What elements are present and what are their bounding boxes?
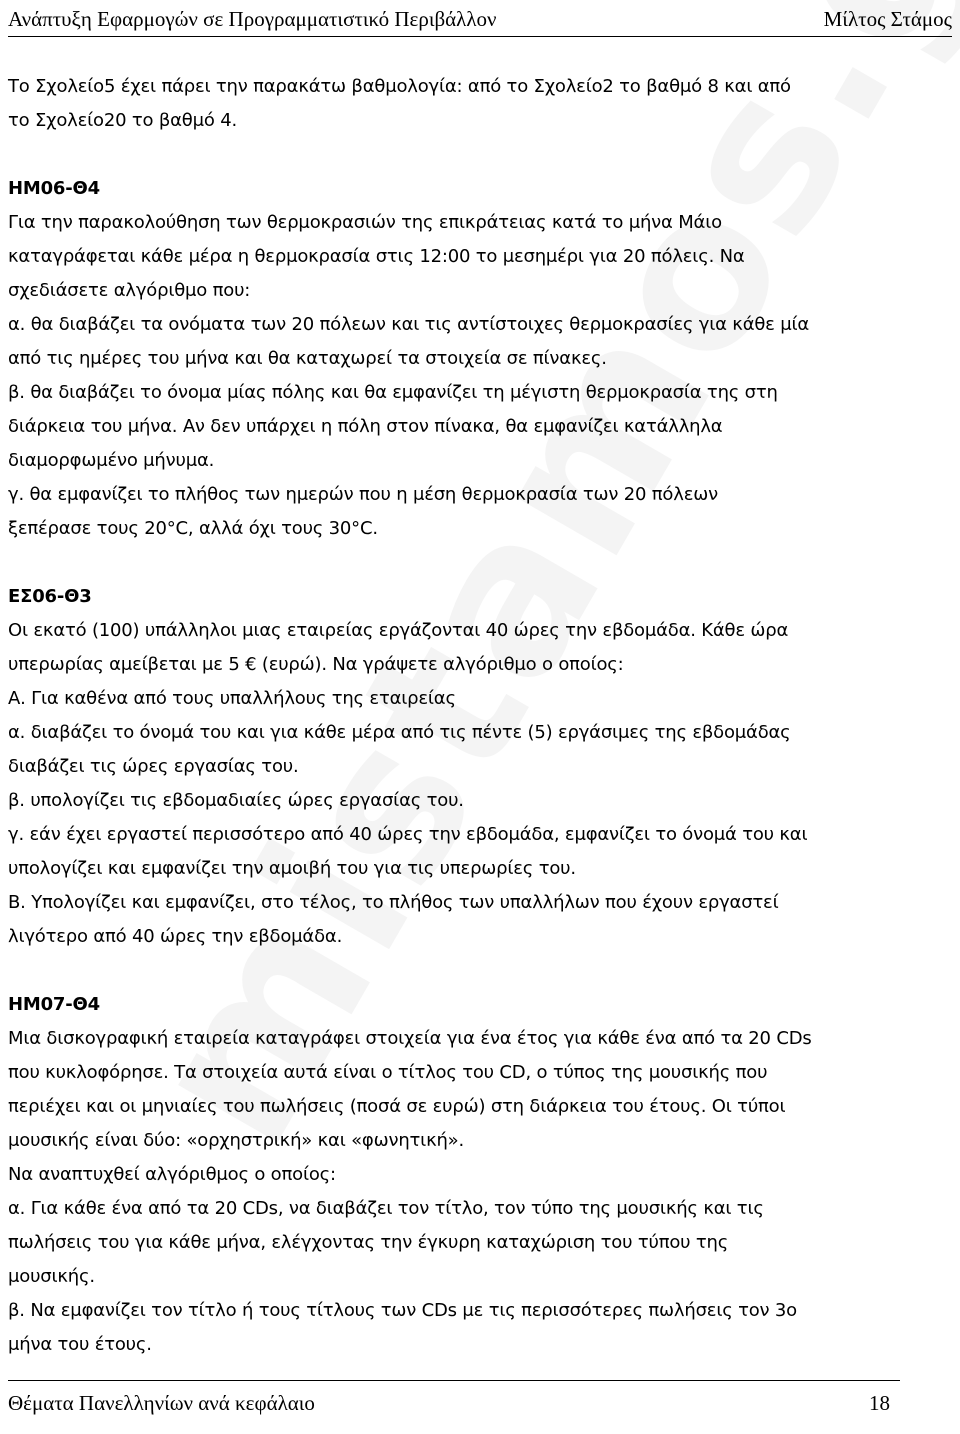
- section-title: ΗΜ07-Θ4: [8, 994, 100, 1015]
- text-line: λιγότερο από 40 ώρες την εβδομάδα.: [8, 926, 343, 947]
- page-number: 18: [869, 1390, 890, 1415]
- text-line: γ. θα εμφανίζει το πλήθος των ημερών που η μέση θερμοκρασία των 20 πόλεων: [8, 484, 718, 505]
- text-line: ξεπέρασε τους 20°C, αλλά όχι τους 30°C.: [8, 518, 378, 539]
- text-line: διαμορφωμένο μήνυμα.: [8, 450, 215, 471]
- text-line: Β. Υπολογίζει και εμφανίζει, στο τέλος, το πλήθος των υπαλλήλων που έχουν εργαστεί: [8, 892, 779, 913]
- text-line: Α. Για καθένα από τους υπαλλήλους της εταιρείας: [8, 688, 456, 709]
- text-line: διάρκεια του μήνα. Αν δεν υπάρχει η πόλη στον πίνακα, θα εμφανίζει κατάλληλα: [8, 416, 723, 437]
- text-line: μουσικής είναι δύο: «ορχηστρική» και «φωνητική».: [8, 1130, 465, 1151]
- text-line: γ. εάν έχει εργαστεί περισσότερο από 40 ώρες την εβδομάδα, εμφανίζει το όνομά του και: [8, 824, 808, 845]
- header-course-title: Ανάπτυξη Εφαρμογών σε Προγραμματιστικό Περιβάλλον: [8, 7, 497, 31]
- text-line: μουσικής.: [8, 1266, 95, 1287]
- text-line: β. υπολογίζει τις εβδομαδιαίες ώρες εργασίας του.: [8, 790, 464, 811]
- page-content: [8, 70, 953, 1362]
- text-line: μήνα του έτους.: [8, 1334, 152, 1355]
- section-hm07-th4: [8, 988, 953, 1362]
- text-line: α. θα διαβάζει τα ονόματα των 20 πόλεων και τις αντίστοιχες θερμοκρασίες για κάθε μία: [8, 314, 810, 335]
- section-hm06-th4: [8, 172, 953, 546]
- text-line: πωλήσεις του για κάθε μήνα, ελέγχοντας την έγκυρη καταχώριση του τύπου της: [8, 1232, 729, 1253]
- intro-paragraph: [8, 70, 953, 138]
- text-line: α. διαβάζει το όνομά του και για κάθε μέρα από τις πέντε (5) εργάσιμες της εβδομάδας: [8, 722, 791, 743]
- text-line: β. θα διαβάζει το όνομα μίας πόλης και θα εμφανίζει τη μέγιστη θερμοκρασία της στη: [8, 382, 778, 403]
- text-line: υπερωρίας αμείβεται με 5 € (ευρώ). Να γράψετε αλγόριθμο ο οποίος:: [8, 654, 624, 675]
- text-line: α. Για κάθε ένα από τα 20 CDs, να διαβάζει τον τίτλο, τον τύπο της μουσικής και τις: [8, 1198, 764, 1219]
- section-title: ΕΣ06-Θ3: [8, 586, 92, 607]
- section-title: ΗΜ06-Θ4: [8, 178, 100, 199]
- text-line: από τις ημέρες του μήνα και θα καταχωρεί τα στοιχεία σε πίνακες.: [8, 348, 607, 369]
- text-line: Για την παρακολούθηση των θερμοκρασιών της επικράτειας κατά το μήνα Μάιο: [8, 212, 722, 233]
- page-header: [8, 2, 952, 37]
- text-line: Το Σχολείο5 έχει πάρει την παρακάτω βαθμολογία: από το Σχολείο2 το βαθμό 8 και από: [8, 76, 791, 97]
- text-line: το Σχολείο20 το βαθμό 4.: [8, 110, 237, 131]
- text-line: Μια δισκογραφική εταιρεία καταγράφει στοιχεία για ένα έτος για κάθε ένα από τα 20 CDs: [8, 1028, 812, 1049]
- text-line: διαβάζει τις ώρες εργασίας του.: [8, 756, 299, 777]
- text-line: υπολογίζει και εμφανίζει την αμοιβή του για τις υπερωρίες του.: [8, 858, 576, 879]
- header-author: Μίλτος Στάμος: [823, 7, 952, 31]
- text-line: Να αναπτυχθεί αλγόριθμος ο οποίος:: [8, 1164, 336, 1185]
- text-line: Οι εκατό (100) υπάλληλοι μιας εταιρείας εργάζονται 40 ώρες την εβδομάδα. Κάθε ώρα: [8, 620, 789, 641]
- page-footer: [8, 1380, 900, 1419]
- text-line: περιέχει και οι μηνιαίες του πωλήσεις (ποσά σε ευρώ) στη διάρκεια του έτους. Οι τύποι: [8, 1096, 786, 1117]
- section-es06-th3: [8, 580, 953, 954]
- text-line: καταγράφεται κάθε μέρα η θερμοκρασία στις 12:00 το μεσημέρι για 20 πόλεις. Να: [8, 246, 745, 267]
- footer-document-title: Θέματα Πανελληνίων ανά κεφάλαιο: [8, 1390, 315, 1415]
- spacer: [8, 546, 953, 580]
- spacer: [8, 138, 953, 172]
- text-line: β. Να εμφανίζει τον τίτλο ή τους τίτλους των CDs με τις περισσότερες πωλήσεις τον 3ο: [8, 1300, 797, 1321]
- text-line: που κυκλοφόρησε. Τα στοιχεία αυτά είναι ο τίτλος του CD, ο τύπος της μουσικής που: [8, 1062, 768, 1083]
- text-line: σχεδιάσετε αλγόριθμο που:: [8, 280, 251, 301]
- spacer: [8, 954, 953, 988]
